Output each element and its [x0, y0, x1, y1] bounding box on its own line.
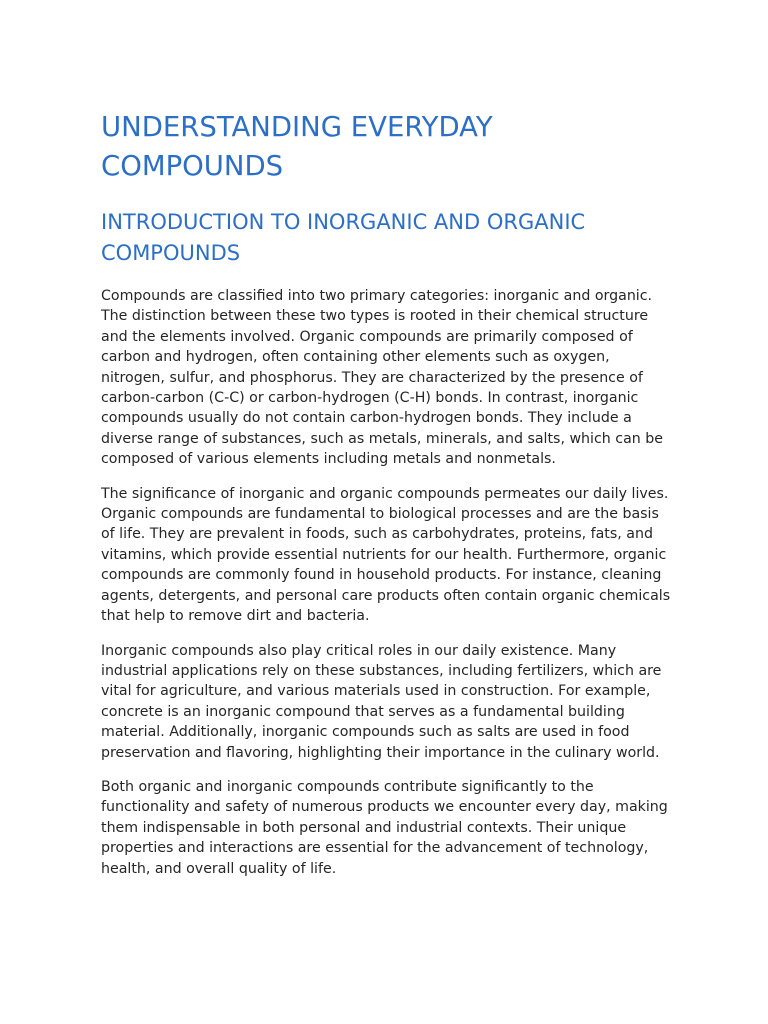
paragraph-significance: The significance of inorganic and organic compounds permeates our daily lives. Organic compounds are fundamental to biological processes and are the basis of life. They are prevalent in foods, such as carbohydrates, proteins, fats, and vitamins, which provide essential nutrients for our health. Furthermore, organic compounds are commonly found in household products. For instance, cleaning agents, detergents, and personal care products often contain organic chemicals that help to remove dirt and bacteria. — [101, 485, 671, 625]
document-title: UNDERSTANDING EVERYDAY COMPOUNDS — [101, 111, 493, 182]
paragraph-classification: Compounds are classified into two primary categories: inorganic and organic. The distinction between these two types is rooted in their chemical structure and the elements involved. Organic compounds are primarily composed of carbon and hydrogen, often containing other elements such as oxygen, nitrogen, sulfur, and phosphorus. They are characterized by the presence of carbon-carbon (C-C) or carbon-hydrogen (C-H) bonds. In contrast, inorganic compounds usually do not contain carbon-hydrogen bonds. They include a diverse range of substances, such as metals, minerals, and salts, which can be composed of various elements including metals and nonmetals. — [101, 288, 664, 468]
paragraph-inorganic-roles: Inorganic compounds also play critical roles in our daily existence. Many industrial applications rely on these substances, including fertilizers, which are vital for agriculture, and various materials used in construction. For example, concrete is an inorganic compound that serves as a fundamental building material. Additionally, inorganic compounds such as salts are used in food preservation and flavoring, highlighting their importance in the culinary world. — [101, 642, 662, 761]
paragraph-conclusion: Both organic and inorganic compounds contribute significantly to the functionality and safety of numerous products we encounter every day, making them indispensable in both personal and industrial contexts. Their unique properties and interactions are essential for the advancement of technology, health, and overall quality of life. — [101, 778, 668, 877]
document-content — [101, 108, 671, 893]
section-heading: INTRODUCTION TO INORGANIC AND ORGANIC COMPOUNDS — [101, 210, 586, 265]
